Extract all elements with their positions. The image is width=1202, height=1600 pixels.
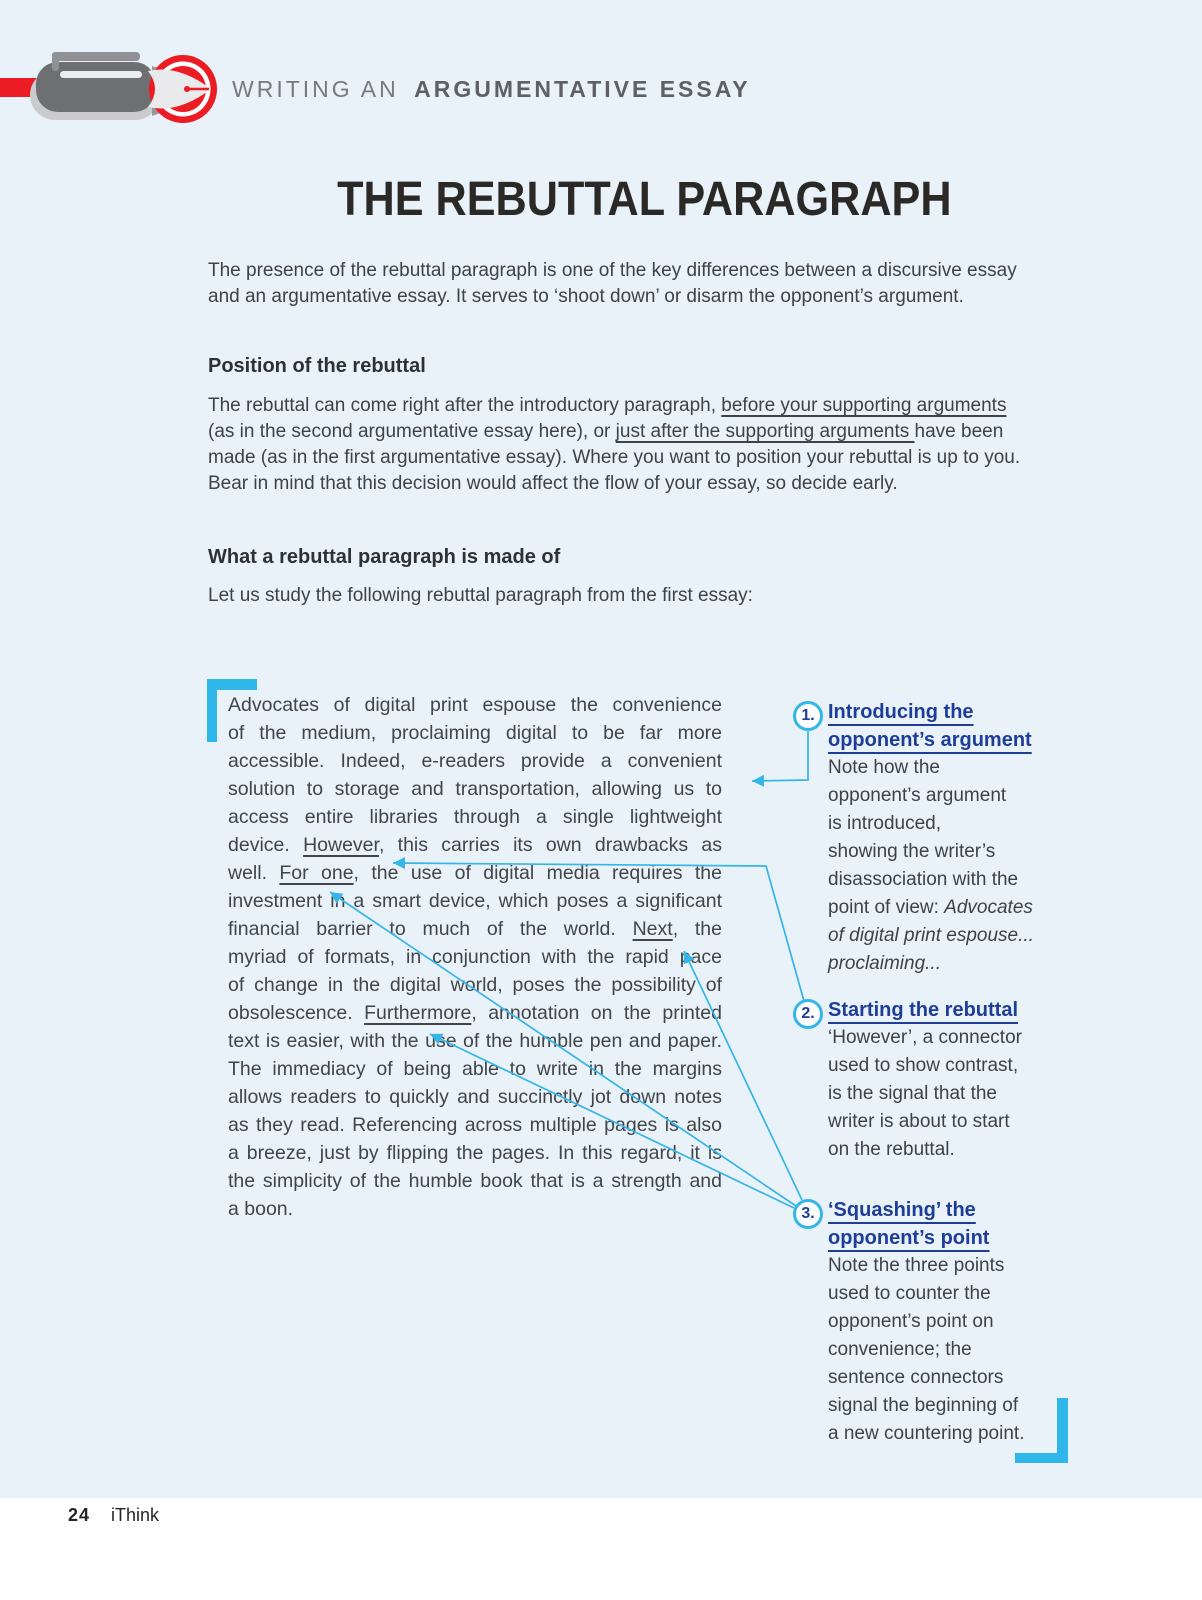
- header-label-light: WRITING AN: [232, 76, 399, 102]
- header-title: [232, 76, 751, 103]
- header-label-bold: ARGUMENTATIVE ESSAY: [414, 76, 751, 102]
- annotation-1-body: Note how the opponent’s argument is introduced, showing the writer’s disassociation with the point of view: Advocates of digital print espouse... proclaiming...: [828, 757, 1034, 974]
- fountain-pen-logo-icon: [0, 40, 240, 150]
- page-footer: [68, 1505, 159, 1526]
- annotation-3: [801, 1196, 1078, 1448]
- intro-paragraph: The presence of the rebuttal paragraph is one of the key differences between a discursive essay and an argumentative essay. It serves to ‘shoot down’ or disarm the opponent’s argument.: [208, 260, 1017, 307]
- annotation-2-body: ‘However’, a connector used to show contrast, is the signal that the writer is about to start on the rebuttal.: [828, 1027, 1022, 1160]
- section-heading-position: Position of the rebuttal: [208, 355, 426, 377]
- sample-rebuttal-paragraph: Advocates of digital print espouse the convenience of the medium, proclaiming digital to be far more accessible. Indeed, e-readers provide a convenient solution to storage and transportation, allowing us to access entire libraries through a single lightweight device. However, this carries its own drawbacks as well. For one, the use of digital media requires the investment in a smart device, which poses a significant financial barrier to much of the world. Next, the myriad of formats, in conjunction with the rapid pace of change in the digital world, poses the possibility of obsolescence. Furthermore, annotation on the printed text is easier, with the use of the humble pen and paper. The immediacy of being able to write in the margins allows readers to quickly and succinctly jot down notes as they read. Referencing across multiple pages is also a breeze, just by flipping the pages. In this regard, it is the simplicity of the humble book that is a strength and a boon.: [228, 694, 723, 1220]
- page-number: 24: [68, 1505, 91, 1525]
- annotation-3-body: Note the three points used to counter the opponent’s point on convenience; the sentence connectors signal the beginning of a new countering point.: [828, 1255, 1025, 1444]
- annotation-2-heading: Starting the rebuttal: [828, 999, 1019, 1021]
- position-paragraph: The rebuttal can come right after the introductory paragraph, before your supporting arguments (as in the second argumentative essay here), or just after the supporting arguments have been made (as in the first argumentative essay). Where you want to position your rebuttal is up to you. Bear in mind that this decision would affect the flow of your essay, so decide early.: [208, 395, 1021, 494]
- brand-name: iThink: [111, 1505, 160, 1525]
- annotation-2-number-badge: 2.: [793, 999, 823, 1029]
- annotation-2: [801, 996, 1078, 1164]
- annotation-1-heading: Introducing the opponent’s argument: [828, 701, 1032, 751]
- makeup-lead-text: Let us study the following rebuttal paragraph from the first essay:: [208, 585, 753, 606]
- section-heading-makeup: What a rebuttal paragraph is made of: [208, 546, 561, 568]
- annotation-3-heading: ‘Squashing’ the opponent’s point: [828, 1199, 990, 1249]
- annotation-1: [801, 698, 1078, 978]
- page-title: THE REBUTTAL PARAGRAPH: [336, 173, 952, 226]
- annotation-3-number-badge: 3.: [793, 1199, 823, 1229]
- footer-band: [0, 1498, 1202, 1600]
- annotation-1-number-badge: 1.: [793, 701, 823, 731]
